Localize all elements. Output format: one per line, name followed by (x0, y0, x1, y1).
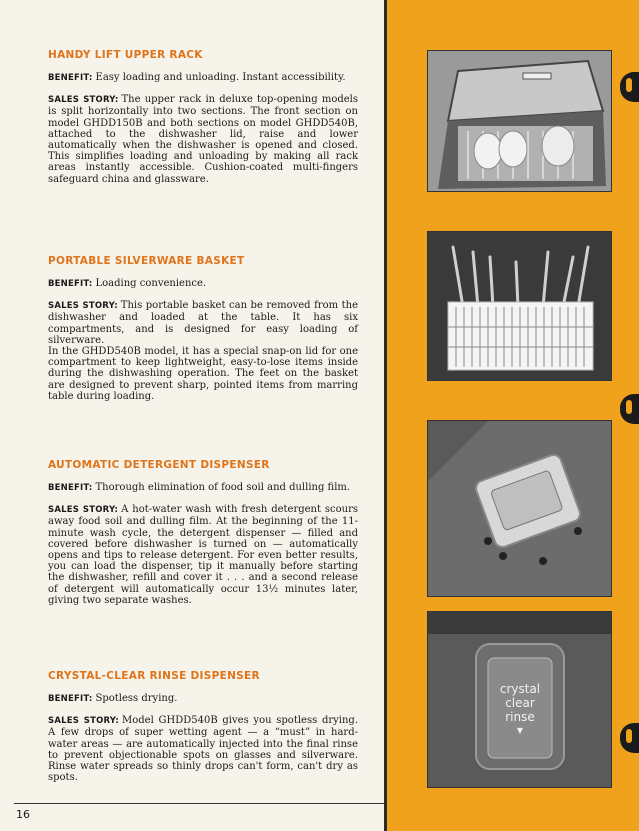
silverware-basket-illustration (428, 232, 611, 380)
section-rinse-dispenser (48, 670, 358, 793)
sales-story-paragraph (48, 715, 358, 783)
benefit-paragraph (48, 278, 358, 290)
benefit-label: BENEFIT: (48, 73, 93, 83)
sales-story-label: SALES STORY: (48, 95, 119, 106)
upper-rack-photo (427, 50, 612, 192)
section-title: CRYSTAL-CLEAR RINSE DISPENSER (48, 670, 260, 682)
binder-tab (620, 723, 639, 753)
section-title: HANDY LIFT UPPER RACK (48, 49, 203, 61)
upper-rack-illustration (428, 51, 611, 191)
down-arrow-icon: ▼ (516, 726, 524, 735)
benefit-label: BENEFIT: (48, 483, 93, 493)
section-detergent-dispenser (48, 459, 358, 616)
section-upper-rack (48, 49, 358, 195)
benefit-text: Loading convenience. (95, 278, 207, 289)
benefit-text: Thorough elimination of food soil and dulling film. (95, 482, 351, 493)
sales-story-paragraph (48, 300, 358, 346)
sales-story-label: SALES STORY: (48, 505, 119, 516)
binder-tab (620, 394, 639, 424)
benefit-text: Easy loading and unloading. Instant accessibility. (95, 72, 346, 83)
footer-rule (14, 803, 384, 804)
page-number: 16 (16, 808, 30, 821)
detergent-dispenser-photo (427, 420, 612, 597)
sales-story-label: SALES STORY: (48, 716, 119, 727)
benefit-text: Spotless drying. (95, 693, 178, 704)
silverware-basket-photo (427, 231, 612, 381)
sales-story-text: This portable basket can be removed from the dishwasher and loaded at the table. It has six compartments, and is designed for easy loading of silverware. (48, 300, 358, 346)
benefit-paragraph (48, 693, 358, 705)
sales-story-text: Model GHDD540B gives you spotless drying. A few drops of super wetting agent — a “must” in hard-water areas — are automatically injected into the final rinse to prevent objectionable spots on glasses and silverware. Rinse water spreads so thinly drops can't form, can't dry as spots. (48, 715, 358, 784)
rinse-label-line: rinse (505, 710, 535, 724)
sales-story-text: A hot-water wash with fresh detergent scours away food soil and dulling film. At the beginning of the 11-minute wash cycle, the detergent dispenser — filled and covered before dishwasher is turned on — automatically opens and tips to release detergent. For even better results, you can load the dispenser, tip it manually before starting the dishwasher, refill and cover it . . . and a second release of detergent will automatically occur 13½ minutes later, giving two separate washes. (48, 504, 358, 606)
rinse-label-line: clear (505, 696, 535, 710)
binder-tab (620, 72, 639, 102)
sales-story-paragraph (48, 94, 358, 185)
sales-story-label: SALES STORY: (48, 301, 118, 312)
sales-story-paragraph (48, 504, 358, 606)
sales-story-continued: In the GHDD540B model, it has a special snap-on lid for one compartment to keep lightweight, easy-to-lose items inside during the dishwashing operation. The feet on the basket are designed to prevent sharp, pointed items from marring table during loading. (48, 346, 358, 402)
page-edge (384, 0, 387, 831)
benefit-label: BENEFIT: (48, 279, 93, 289)
detergent-dispenser-illustration (428, 421, 611, 596)
sales-story-text: The upper rack in deluxe top-opening models is split horizontally into two sections. The front section on model GHDD150B and both sections on model GHDD540B, attached to the dishwasher lid, raise and lower automatically when the dishwasher is opened and closed. This simplifies loading and unloading by making all rack areas instantly accessible. Cushion-coated multi-fingers safeguard china and glassware. (48, 94, 358, 185)
section-title: PORTABLE SILVERWARE BASKET (48, 255, 245, 267)
rinse-dispenser-photo (427, 611, 612, 788)
benefit-label: BENEFIT: (48, 694, 93, 704)
section-title: AUTOMATIC DETERGENT DISPENSER (48, 459, 270, 471)
section-silverware-basket (48, 255, 358, 412)
benefit-paragraph (48, 72, 358, 84)
rinse-label (488, 682, 552, 738)
rinse-label-line: crystal (499, 682, 541, 696)
benefit-paragraph (48, 482, 358, 494)
